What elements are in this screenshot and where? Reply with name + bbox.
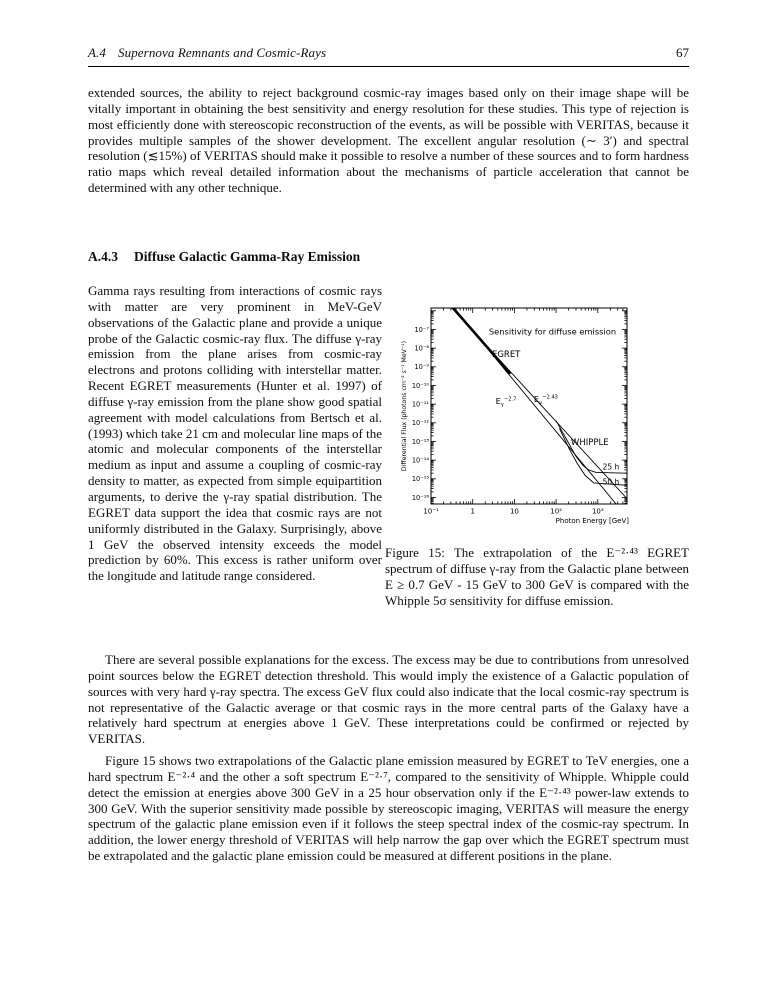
svg-text:10⁻¹⁶: 10⁻¹⁶ bbox=[411, 493, 429, 502]
svg-text:10²: 10² bbox=[550, 507, 562, 516]
running-header-title bbox=[88, 45, 326, 61]
svg-text:Sensitivity for diffuse emissi: Sensitivity for diffuse emission bbox=[488, 326, 617, 337]
paragraph-excess: There are several possible explanations for the excess. The excess may be due to contributions from unresolved point sources below the EGRET detection threshold. This would imply the existence of a Galactic population of sources with very hard γ-ray spectra. The excess GeV flux could also indicate that the local cosmic-ray spectrum is not representative of the Galactic average or that cosmic rays in the more central parts of the Galaxy have a relatively hard spectrum at energies above 1 GeV. These interpretations could be confirmed or rejected by VERITAS. bbox=[88, 652, 689, 747]
svg-text:10⁻¹⁴: 10⁻¹⁴ bbox=[411, 456, 429, 465]
svg-text:50 h: 50 h bbox=[602, 477, 620, 487]
svg-text:Differential Flux (photons cm⁻: Differential Flux (photons cm⁻² s⁻¹ MeV⁻¹) bbox=[401, 340, 408, 472]
svg-text:10⁻¹⁵: 10⁻¹⁵ bbox=[411, 475, 429, 484]
svg-text:Eγ−2.7: $E_\gamma^{-2.7}$ bbox=[495, 396, 517, 409]
svg-text:10³: 10³ bbox=[591, 507, 604, 516]
svg-text:WHIPPLE: WHIPPLE bbox=[570, 438, 609, 449]
svg-text:10⁻¹: 10⁻¹ bbox=[423, 507, 439, 516]
section-number: A.4.3 bbox=[88, 249, 118, 264]
svg-text:1: 1 bbox=[470, 507, 475, 516]
svg-text:10: 10 bbox=[509, 507, 519, 516]
svg-text:10⁻¹⁰: 10⁻¹⁰ bbox=[411, 381, 429, 390]
svg-text:10⁻¹²: 10⁻¹² bbox=[411, 419, 429, 428]
svg-text:10⁻¹³: 10⁻¹³ bbox=[411, 437, 429, 446]
svg-text:10⁻⁹: 10⁻⁹ bbox=[414, 363, 429, 372]
running-header bbox=[88, 45, 689, 61]
running-header-section-number: A.4 bbox=[88, 45, 106, 60]
svg-text:25 h: 25 h bbox=[602, 462, 620, 472]
paragraph-intro: extended sources, the ability to reject background cosmic-ray images based only on their image shape will be vitally important in obtaining the best sensitivity and energy resolution for these studies. This type of rejection is most efficiently done with stereoscopic reconstruction of the events, as will be possible with VERITAS, because it provides multiple samples of the shower development. The excellent angular resolution (∼ 3′) and spectral resolution (≲15%) of VERITAS should make it possible to resolve a number of these sources and to form hardness ratio maps which reveal detailed information about the mechanisms of particle acceleration that cannot be determined with any other technique. bbox=[88, 85, 689, 196]
paragraph-extrapolations: Figure 15 shows two extrapolations of the Galactic plane emission measured by EGRET to TeV energies, one a hard spectrum E⁻²·⁴ and the other a soft spectrum E⁻²·⁷, compared to the sensitivity of Whipple. Whipple could detect the emission at energies above 300 GeV in a 25 hour observation only if the E⁻²·⁴³ power-law extends to 300 GeV. With the superior sensitivity made possible by stereoscopic imaging, VERITAS will measure the energy spectrum of the galactic plane emission even if it follows the steep spectral index of the cosmic-ray spectrum. In addition, the lower energy threshold of VERITAS will help narrow the gap over which the EGRET spectrum must be extrapolated and the galactic plane emission could be measured at different positions in the plane. bbox=[88, 753, 689, 864]
paragraph-column: Gamma rays resulting from interactions of cosmic rays with matter are very prominent in MeV-GeV observations of the Galactic plane and provide a unique probe of the Galactic cosmic-ray flux. The diffuse γ-ray emission from the plane arises from cosmic-ray electrons and protons colliding with interstellar matter. Recent EGRET measurements (Hunter et al. 1997) of diffuse γ-ray emission from the plane show good spatial agreement with model calculations from Bertsch et al. (1993) which take 21 cm and molecular line maps of the atomic and molecular components of the interstellar medium as input and assume a coupling of cosmic-ray density to matter, as expected from simple equipartition arguments, to derive the γ-ray spatial distribution. The EGRET data support the idea that cosmic rays are not uniformly distributed in the Galaxy. Surprisingly, above 1 GeV the observed intensity exceeds the model prediction by 60%. This excess is rather uniform over the longitude and latitude range considered. bbox=[88, 283, 382, 584]
header-rule bbox=[88, 66, 689, 67]
svg-text:Photon Energy [GeV]: Photon Energy [GeV] bbox=[555, 517, 629, 525]
running-header-section-title: Supernova Remnants and Cosmic-Rays bbox=[118, 45, 327, 60]
figure-15-plot bbox=[399, 298, 635, 530]
svg-text:10⁻⁷: 10⁻⁷ bbox=[414, 325, 429, 334]
section-heading bbox=[88, 249, 689, 265]
section-title: Diffuse Galactic Gamma-Ray Emission bbox=[134, 249, 361, 264]
page-number: 67 bbox=[676, 45, 689, 60]
svg-text:10⁻⁸: 10⁻⁸ bbox=[414, 344, 429, 353]
svg-text:Eγ−2.43: $E_\gamma^{-2.43}$ bbox=[533, 394, 558, 407]
svg-text:EGRET: EGRET bbox=[491, 350, 521, 360]
figure-15-caption: Figure 15: The extrapolation of the E⁻²·⁴³ EGRET spectrum of diffuse γ-ray from the Galactic plane between E ≥ 0.7 GeV - 15 GeV to 300 GeV is compared with the Whipple 5σ sensitivity for diffuse emission. bbox=[385, 545, 689, 609]
svg-text:10⁻¹¹: 10⁻¹¹ bbox=[411, 400, 429, 409]
